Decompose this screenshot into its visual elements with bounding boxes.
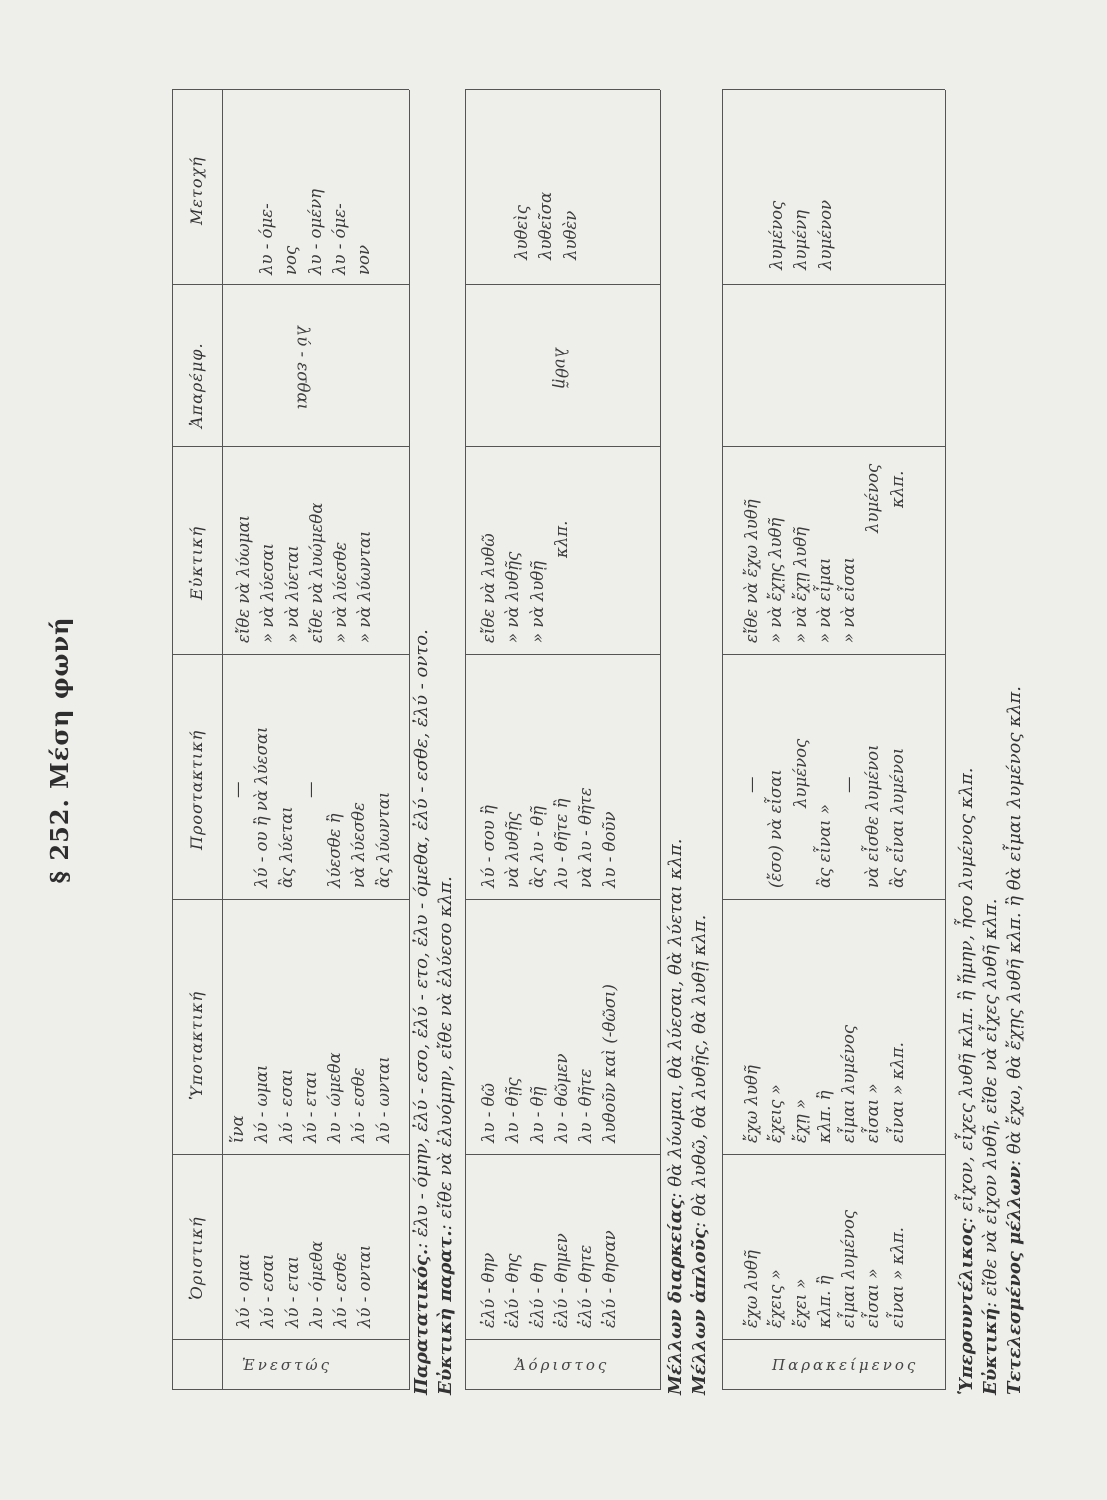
aoristos-euktiki: εἴθε νὰ λυθῶ » νὰ λυθῇς » νὰ λυθῇ κλπ. [479, 520, 571, 643]
enestos-ypotaktiki: ἵνα λύ - ωμαι λύ - εσαι λύ - εται λυ - ώμεθα λύ - εσθε λύ - ωνται [228, 1052, 393, 1143]
paratatikos-euktiki-line: Εὐκτικὴ παρατ.: εἴθε νὰ ἐλυόμην, εἴθε νὰ ἐλύεσο κλπ. [435, 876, 456, 1395]
parakeimenos-euktiki: εἴθε νὰ ἔχω λυθῆ » νὰ ἔχῃς λυθῆ » νὰ ἔχῃ λυθῆ » νὰ εἶμαι » νὰ εἶσαι λυμένος κλπ. [742, 463, 907, 643]
parakeimenos-ypotaktiki: ἔχω λυθῆ ἔχεις » ἔχῃ » κλπ. ἢ εἶμαι λυμένος εἶσαι » εἶναι » κλπ. [742, 1024, 907, 1143]
enestos-prostaktiki: — λύ - ου ἢ νὰ λύεσαι ἂς λύεται — λύεσθε ἢ νὰ λύεσθε ἂς λύωνται [228, 726, 393, 888]
enestos-metochi: λυ - όμε- νος λυ - ομένη λυ - όμε- νον [257, 189, 374, 275]
mellon-diarkeias-line: Μέλλων διαρκείας: θὰ λύωμαι, θὰ λύεσαι, θὰ λύεται κλπ. [665, 838, 686, 1395]
yperssyntelikos-line: Ὑπερσυντέλικος: εἶχον, εἶχες λυθῆ κλπ. ἢ ἤμην, ἦσο λυμένος κλπ. [956, 767, 977, 1395]
aoristos-metochi: λυθεὶς λυθεῖσα λυθὲν [512, 191, 580, 260]
column-header-euktiki: Εὐκτική [187, 525, 206, 600]
column-header-aparemfato: Ἀπαρέμφ. [187, 342, 206, 428]
section-label-aoristos: Ἀόριστος [514, 1356, 610, 1374]
mellon-aplous-line: Μέλλων ἁπλοῦς: θὰ λυθῶ, θὰ λυθῇς, θὰ λυθῇ κλπ. [689, 914, 710, 1395]
column-header-metochi: Μετοχή [187, 156, 206, 225]
page-title: § 252. Μέση φωνή [45, 616, 74, 884]
paratatikos-line: Παρατατικός.: ἐλυ - όμην, ἐλύ - εσο, ἐλύ - ετο, ἐλυ - όμεθα, ἐλύ - εσθε, ἐλύ - οντο. [411, 629, 432, 1395]
enestos-oristiki: λύ - ομαι λύ - εσαι λύ - εται λυ - όμεθα λύ - εσθε λύ - ονται [234, 1240, 375, 1328]
aoristos-ypotaktiki: λυ - θῶ λυ - θῇς λυ - θῇ λυ - θῶμεν λυ - θῆτε λυθοῦν καὶ (-θῶσι) [479, 984, 620, 1143]
section-label-parakeimenos: Παρακείμενος [772, 1356, 919, 1374]
enestos-aparemfato: λύ - εσθαι [293, 325, 313, 410]
enestos-euktiki: εἴθε νὰ λύωμαι » νὰ λύεσαι » νὰ λύεται εἴθε νὰ λυώμεθα » νὰ λύεσθε » νὰ λύωνται [234, 502, 375, 643]
column-header-oristiki: Ὁριστική [187, 1216, 206, 1300]
yperssyntelikos-euktiki-line: Εὐκτική: εἴθε νὰ εἶχον λυθῆ, εἴθε νὰ εἶχες λυθῆ κλπ. [980, 898, 1001, 1395]
parakeimenos-prostaktiki: — (ἔσο) νὰ εἶσαι λυμένος ἂς εἶναι » — νὰ εἶσθε λυμένοι ἂς εἶναι λυμένοι [742, 738, 907, 888]
tetelesmenos-mellon-line: Τετελεσμένος μέλλων: θὰ ἔχω, θὰ ἔχῃς λυθῆ κλπ. ἢ θὰ εἶμαι λυμένος κλπ. [1004, 686, 1025, 1395]
aoristos-prostaktiki: λύ - σου ἢ νὰ λυθῇς ἂς λυ - θῇ λυ - θῆτε ἢ νὰ λυ - θῆτε λυ - θοῦν [479, 787, 620, 888]
aoristos-oristiki: ἐλύ - θην ἐλύ - θης ἐλύ - θη ἐλύ - θημεν ἐλύ - θητε ἐλύ - θησαν [479, 1230, 620, 1328]
column-header-prostaktiki: Προστακτική [187, 729, 206, 850]
section-label-enestos: Ἐνεστώς [241, 1356, 333, 1374]
parakeimenos-oristiki: ἔχω λυθῆ ἔχεις » ἔχει » κλπ. ἢ εἶμαι λυμένος εἶσαι » εἶναι » κλπ. [742, 1209, 907, 1328]
aoristos-aparemfato: λυθῇ [551, 347, 571, 388]
column-header-ypotaktiki: Ὑποτακτική [187, 990, 206, 1100]
parakeimenos-metochi: λυμένος λυμένη λυμένον [767, 199, 835, 270]
